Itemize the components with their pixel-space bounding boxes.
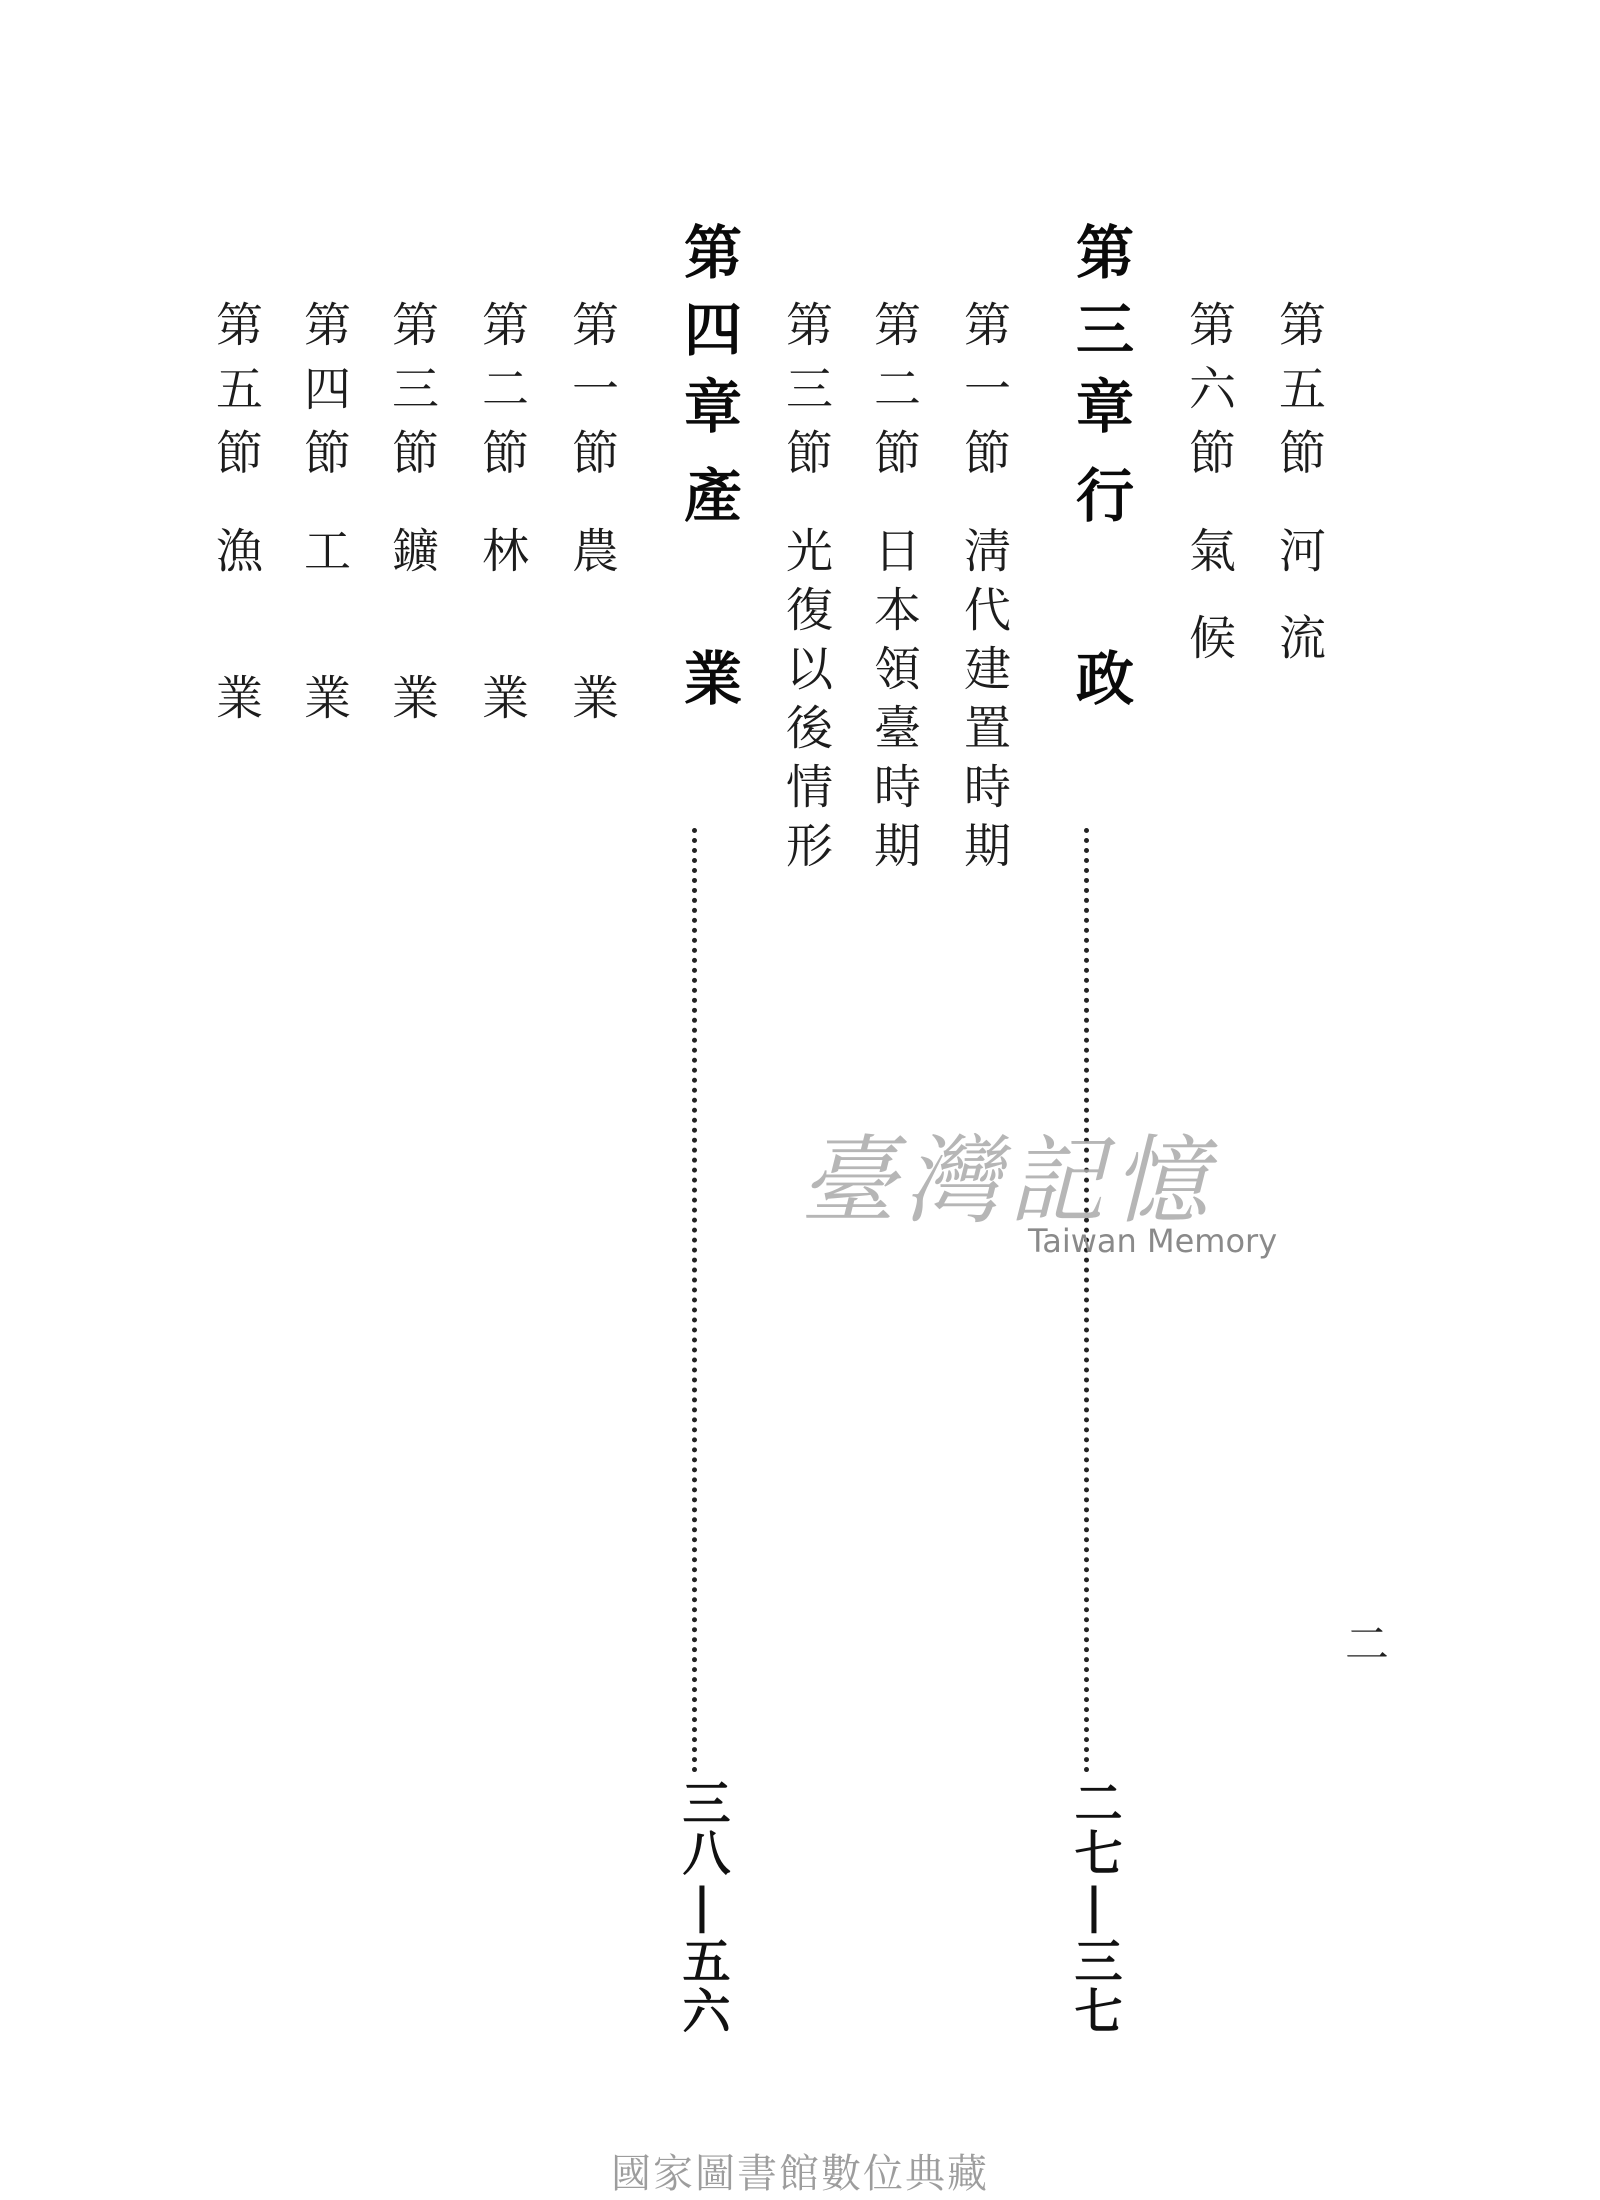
page-range: 三八|五六 [674, 1778, 730, 2036]
section-entry: 第三節鑛業 [384, 300, 439, 820]
section-entry: 第三節光復以後情形 [778, 300, 833, 880]
footer-credit: 國家圖書館數位典藏 [611, 2151, 989, 2197]
section-entry: 第一節農業 [564, 300, 619, 820]
chapter-heading: 第四章產業 [674, 222, 742, 831]
section-entry: 第五節河流 [1271, 300, 1326, 700]
chapter-heading: 第三章行政 [1066, 222, 1134, 831]
leader-dots [692, 828, 697, 1773]
section-entry: 第二節日本領臺時期 [866, 300, 921, 880]
page-range: 二七|三七 [1066, 1778, 1122, 2036]
section-entry: 第五節漁業 [208, 300, 263, 820]
watermark-subtitle: Taiwan Memory [1028, 1222, 1278, 1260]
watermark-logo: 臺灣記憶 [800, 1125, 1216, 1237]
section-entry: 第一節淸代建置時期 [956, 300, 1011, 880]
leader-dots [1084, 828, 1089, 1773]
page-number: 二 [1345, 1619, 1389, 1670]
section-entry: 第六節氣候 [1181, 300, 1236, 700]
section-entry: 第二節林業 [474, 300, 529, 820]
section-entry: 第四節工業 [296, 300, 351, 820]
